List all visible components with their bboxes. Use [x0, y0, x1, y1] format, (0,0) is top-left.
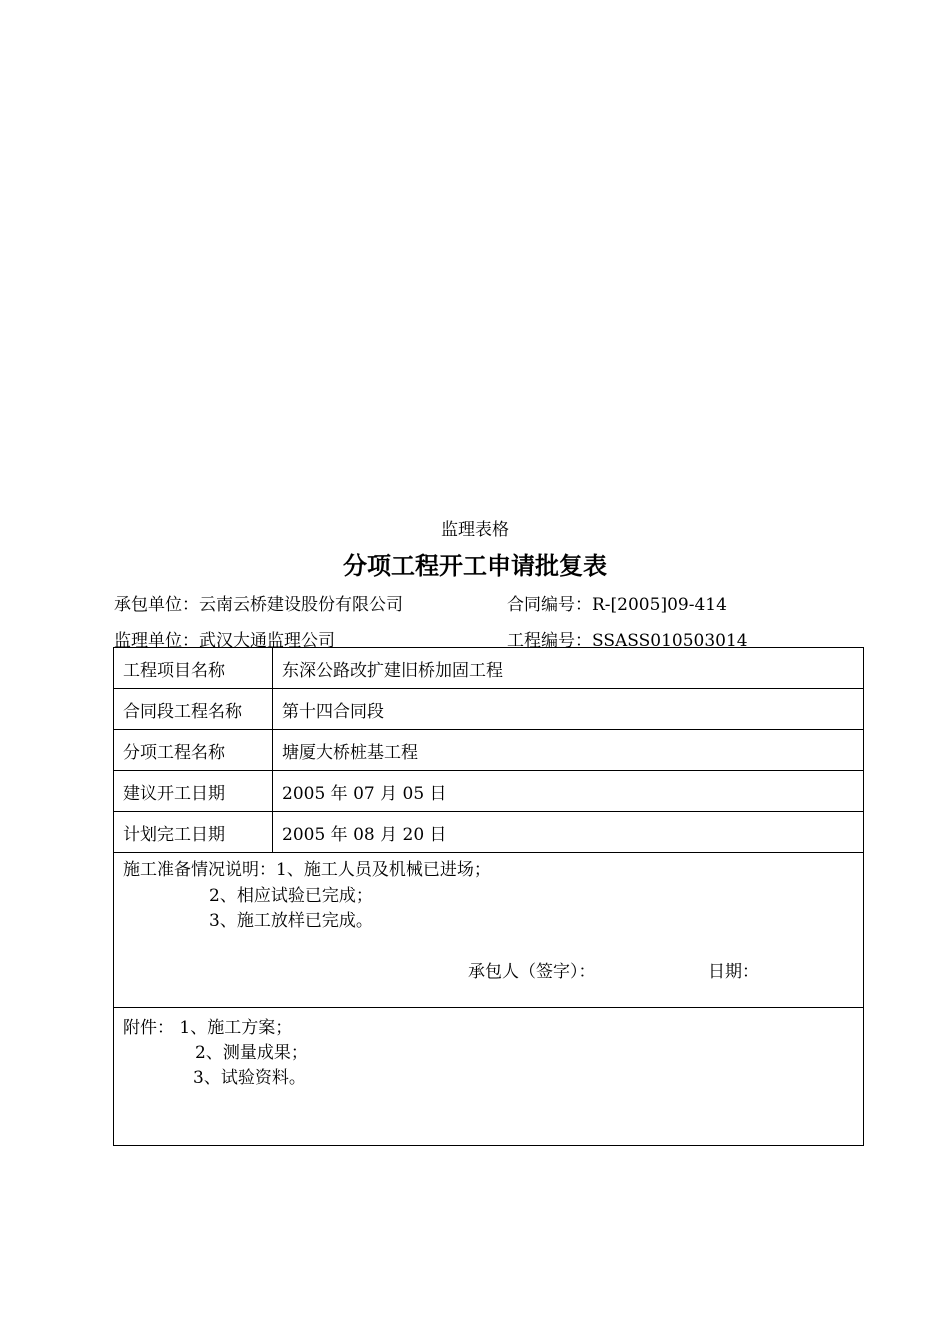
attachment-line-3: 3、试验资料。 [193, 1068, 306, 1088]
preparation-line-1: 施工准备情况说明：1、施工人员及机械已进场； [123, 860, 491, 880]
attachments-section [114, 1008, 864, 1146]
contract-number-field: 合同编号：R-[2005]09-414 [507, 595, 727, 615]
table-row [114, 812, 864, 853]
project-number-field: 工程编号：SSASS010503014 [507, 631, 748, 651]
start-date-value: 2005 年 07 月 05 日 [273, 771, 864, 812]
start-date-label: 建议开工日期 [114, 771, 273, 812]
table-row [114, 771, 864, 812]
preparation-line-2: 2、相应试验已完成； [209, 886, 373, 906]
contract-section-value: 第十四合同段 [273, 689, 864, 730]
contract-section-label: 合同段工程名称 [114, 689, 273, 730]
completion-date-label: 计划完工日期 [114, 812, 273, 853]
table-row [114, 853, 864, 1008]
sub-project-value: 塘厦大桥桩基工程 [273, 730, 864, 771]
signature-date-label: 日期： [708, 962, 759, 982]
completion-date-value: 2005 年 08 月 20 日 [273, 812, 864, 853]
application-form-table [113, 647, 864, 1146]
table-row [114, 730, 864, 771]
project-name-value: 东深公路改扩建旧桥加固工程 [273, 648, 864, 689]
table-row [114, 648, 864, 689]
contractor-field: 承包单位：云南云桥建设股份有限公司 [114, 595, 403, 615]
attachment-line-2: 2、测量成果； [195, 1043, 308, 1063]
table-row [114, 1008, 864, 1146]
preparation-section [114, 853, 864, 1008]
project-name-label: 工程项目名称 [114, 648, 273, 689]
table-row [114, 689, 864, 730]
supervisor-field: 监理单位：武汉大通监理公司 [114, 631, 335, 651]
attachment-line-1: 附件： 1、施工方案； [123, 1018, 293, 1038]
sub-project-label: 分项工程名称 [114, 730, 273, 771]
form-category: 监理表格 [441, 520, 509, 540]
contractor-signature-label: 承包人（签字）： [468, 962, 596, 982]
preparation-line-3: 3、施工放样已完成。 [209, 911, 373, 931]
form-title: 分项工程开工申请批复表 [343, 552, 607, 580]
